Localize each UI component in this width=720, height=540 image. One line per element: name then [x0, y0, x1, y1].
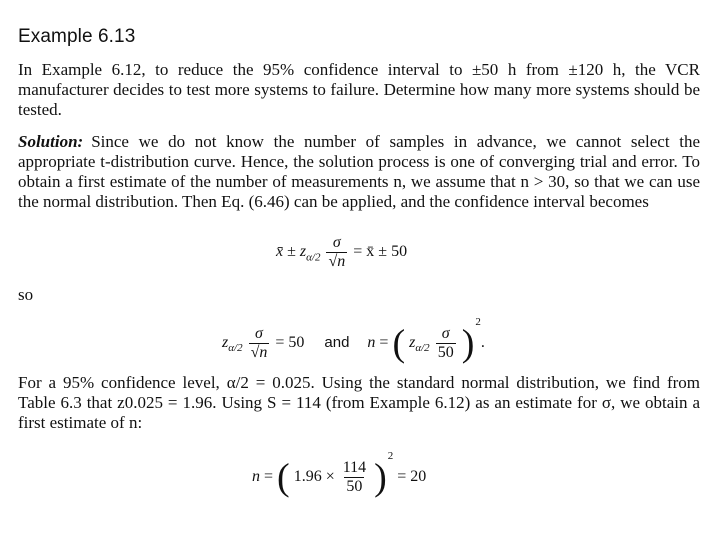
eq2-equals-2: = — [379, 334, 389, 351]
eq2-right-paren: ) — [461, 322, 475, 365]
eq1-fraction — [326, 234, 347, 271]
eq2-equals: = — [275, 334, 285, 351]
eq2-z-2: z — [409, 334, 416, 351]
first-estimate-equation — [252, 450, 427, 499]
eq1-xbar: x̄ — [276, 243, 284, 261]
eq2-z-sub-2: α/2 — [415, 342, 430, 355]
eq3-fraction — [341, 459, 368, 496]
eq3-num: 114 — [342, 458, 367, 476]
solution-text: Since we do not know the number of samples in advance, we cannot select the appropriate t-distribution curve. Hence, the solution process is one of converging trial and error. To obtain a first estimate of the number of measurements n, we assume that n > 30, so that we can use the normal distribution. Then Eq. (6.46) can be applied, and the confidence interval becomes — [18, 132, 700, 211]
eq1-sigma: σ — [332, 234, 341, 251]
eq3-power: 2 — [387, 450, 394, 462]
eq1-pm: ± — [287, 243, 296, 261]
eq3-coef: 1.96 × — [293, 468, 335, 485]
eq2-fifty-den: 50 — [437, 343, 454, 361]
eq3-left-paren: ( — [277, 456, 290, 499]
eq2-z-sub: α/2 — [228, 342, 243, 355]
eq3-right-paren: ) — [374, 456, 387, 499]
eq3-den: 50 — [346, 477, 363, 495]
eq1-equals: = — [353, 243, 363, 261]
eq1-z: z — [299, 243, 307, 261]
eq3-result: = 20 — [397, 468, 427, 485]
eq2-left-paren: ( — [392, 322, 406, 365]
eq2-sigma-2: σ — [441, 324, 450, 342]
eq2-fraction — [249, 325, 270, 362]
eq1-sqrt-n: √n — [328, 253, 346, 270]
so-word: so — [18, 285, 34, 304]
eq3-equals: = — [264, 468, 274, 485]
eq2-z: z — [222, 334, 229, 351]
eq2-fraction-2 — [436, 325, 456, 362]
eq2-sqrt-n: √n — [250, 343, 268, 361]
estimate-paragraph: For a 95% confidence level, α/2 = 0.025. Using the standard normal distribution, we find from Table 6.3 that z0.025 = 1.96. Using S = 114 (from Example 6.12) as an estimate for σ, we obtain a first estimate of n: — [18, 373, 700, 432]
sample-size-equation — [222, 316, 485, 365]
example-heading: Example 6.13 — [18, 26, 136, 47]
eq2-power: 2 — [475, 316, 481, 328]
eq1-z-sub: α/2 — [306, 251, 321, 264]
eq3-n: n — [252, 468, 260, 485]
eq2-period: . — [480, 334, 485, 351]
eq2-sigma: σ — [255, 324, 263, 342]
problem-statement: In Example 6.12, to reduce the 95% confidence interval to ±50 h from ±120 h, the VCR manufacturer decides to test more systems to failure. Determine how many more systems should be tested. — [18, 60, 700, 119]
solution-label: Solution: — [18, 132, 84, 151]
eq2-n: n — [367, 334, 376, 351]
eq2-fifty: 50 — [288, 334, 305, 351]
eq1-rhs: x̄ ± 50 — [366, 243, 408, 261]
eq2-and: and — [324, 334, 350, 351]
confidence-interval-equation — [276, 234, 407, 271]
solution-paragraph — [18, 132, 700, 212]
